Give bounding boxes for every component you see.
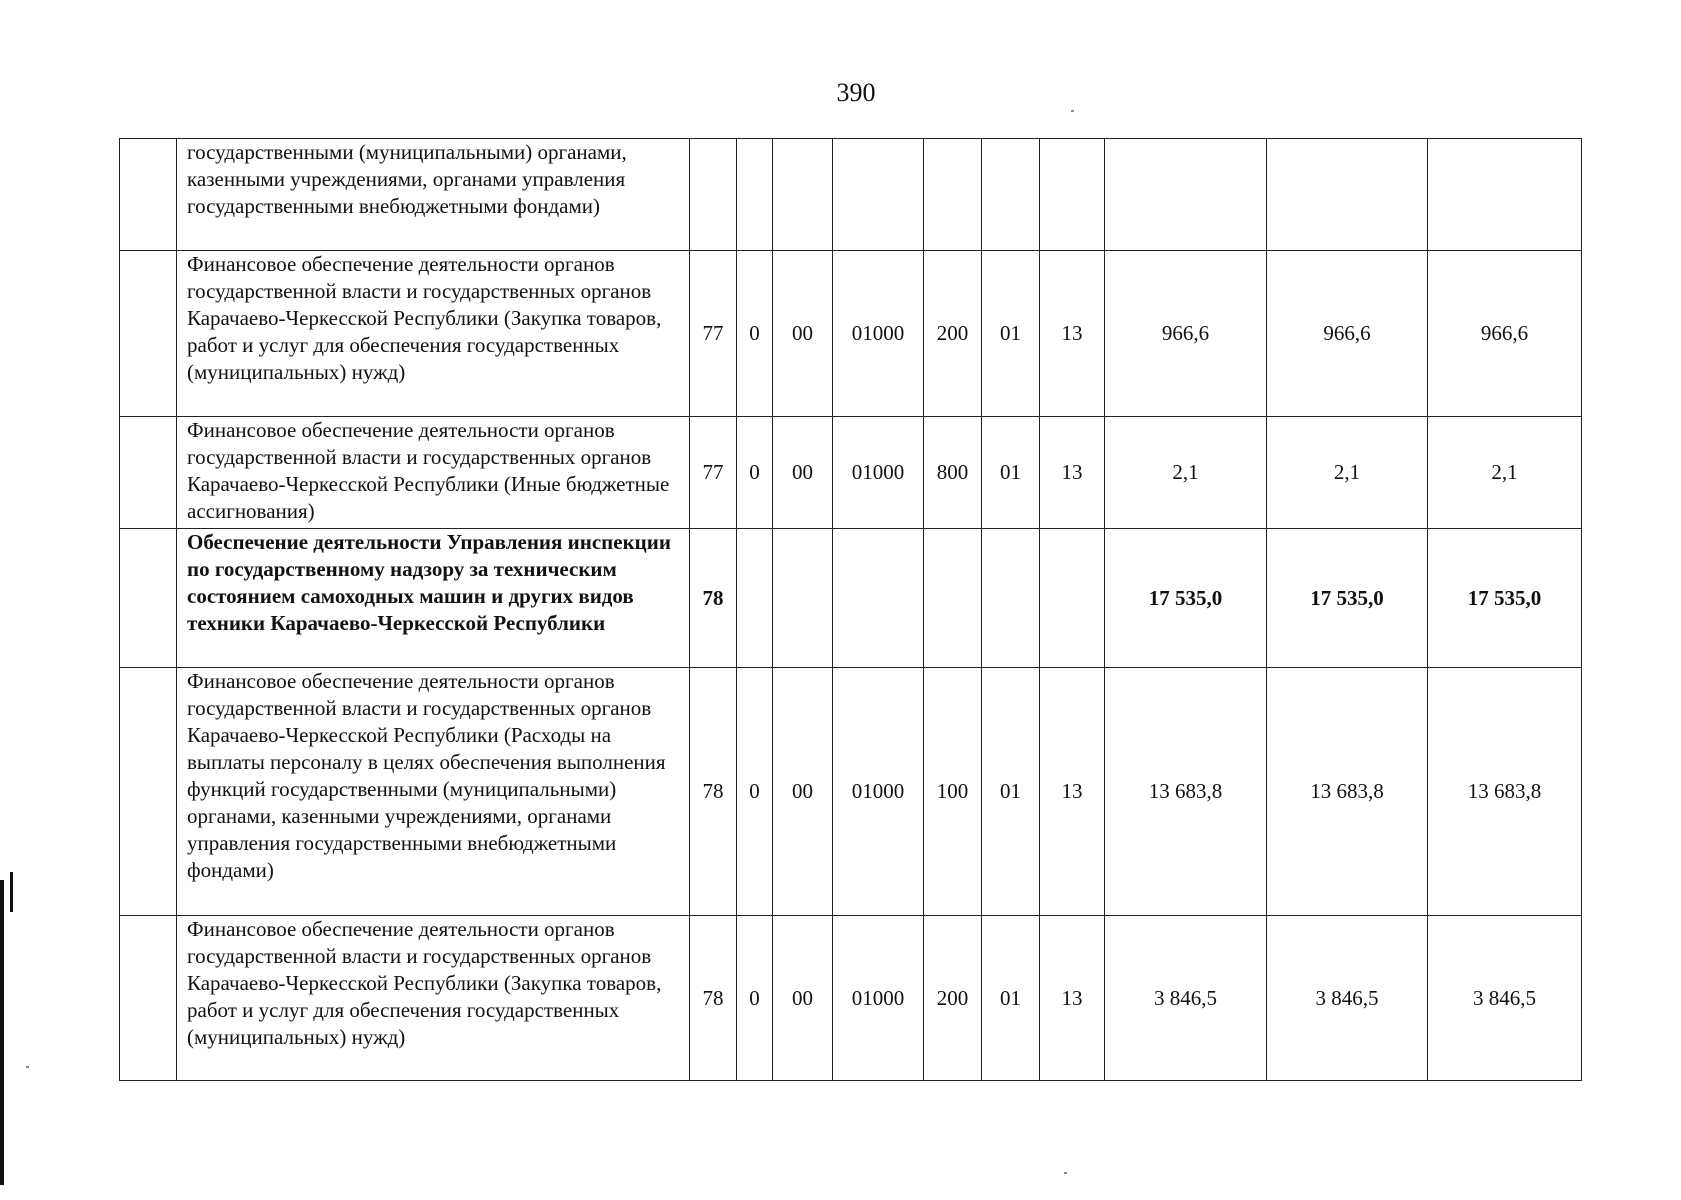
code-cell: 78 [690, 529, 737, 668]
code-cell: 01000 [833, 251, 924, 417]
budget-table [119, 138, 1582, 1081]
row-number-cell [120, 668, 177, 916]
row-number-cell [120, 139, 177, 251]
code-cell: 200 [924, 251, 982, 417]
code-cell: 77 [690, 251, 737, 417]
amount-cell: 3 846,5 [1105, 916, 1267, 1081]
code-cell: 13 [1040, 668, 1105, 916]
code-cell [1040, 529, 1105, 668]
amount-cell: 2,1 [1267, 417, 1428, 529]
code-cell [982, 529, 1040, 668]
amount-cell [1105, 139, 1267, 251]
row-name-cell: государственными (муниципальными) органами, казенными учреждениями, органами управления государственными внебюджетными фондами) [177, 139, 690, 251]
code-cell: 00 [773, 417, 833, 529]
amount-cell: 13 683,8 [1428, 668, 1582, 916]
amount-cell: 17 535,0 [1267, 529, 1428, 668]
amount-cell: 966,6 [1267, 251, 1428, 417]
table-row [120, 668, 1582, 916]
amount-cell: 17 535,0 [1105, 529, 1267, 668]
code-cell: 0 [737, 417, 773, 529]
row-name-cell: Обеспечение деятельности Управления инспекции по государственному надзору за техническим состоянием самоходных машин и других видов техники Карачаево-Черкесской Республики [177, 529, 690, 668]
scan-speck [1071, 110, 1074, 112]
amount-cell: 966,6 [1428, 251, 1582, 417]
amount-cell: 2,1 [1428, 417, 1582, 529]
code-cell: 01000 [833, 916, 924, 1081]
code-cell: 01 [982, 251, 1040, 417]
amount-cell: 13 683,8 [1105, 668, 1267, 916]
code-cell: 01000 [833, 417, 924, 529]
code-cell: 77 [690, 417, 737, 529]
table-row [120, 251, 1582, 417]
code-cell: 0 [737, 916, 773, 1081]
amount-cell: 966,6 [1105, 251, 1267, 417]
amount-cell: 2,1 [1105, 417, 1267, 529]
row-number-cell [120, 916, 177, 1081]
scan-speck [1064, 1172, 1067, 1174]
code-cell [833, 139, 924, 251]
table-row [120, 417, 1582, 529]
scan-margin-bar [0, 880, 4, 1185]
scan-speck [26, 1066, 29, 1068]
code-cell [737, 139, 773, 251]
code-cell: 800 [924, 417, 982, 529]
amount-cell: 3 846,5 [1428, 916, 1582, 1081]
code-cell: 01000 [833, 668, 924, 916]
code-cell: 13 [1040, 417, 1105, 529]
code-cell [773, 529, 833, 668]
row-name-cell: Финансовое обеспечение деятельности органов государственной власти и государственных органов Карачаево-Черкесской Республики (Расходы на выплаты персоналу в целях обеспечения выполнения функций государственными (муниципальными) органами, казенными учреждениями, органами управления государственными внебюджетными фондами) [177, 668, 690, 916]
code-cell [924, 139, 982, 251]
code-cell: 01 [982, 668, 1040, 916]
table-row [120, 139, 1582, 251]
code-cell: 78 [690, 916, 737, 1081]
code-cell: 00 [773, 251, 833, 417]
row-name-cell: Финансовое обеспечение деятельности органов государственной власти и государственных органов Карачаево-Черкесской Республики (Иные бюджетные ассигнования) [177, 417, 690, 529]
page-number: 390 [836, 78, 876, 107]
table-row [120, 916, 1582, 1081]
scan-margin-tick [10, 872, 13, 912]
row-number-cell [120, 529, 177, 668]
row-name-cell: Финансовое обеспечение деятельности органов государственной власти и государственных органов Карачаево-Черкесской Республики (Закупка товаров, работ и услуг для обеспечения государственных (муниципальных) нужд) [177, 251, 690, 417]
code-cell: 13 [1040, 916, 1105, 1081]
code-cell: 0 [737, 251, 773, 417]
table-row-bold [120, 529, 1582, 668]
amount-cell: 3 846,5 [1267, 916, 1428, 1081]
row-number-cell [120, 417, 177, 529]
code-cell: 00 [773, 916, 833, 1081]
code-cell [690, 139, 737, 251]
code-cell [773, 139, 833, 251]
code-cell: 13 [1040, 251, 1105, 417]
row-number-cell [120, 251, 177, 417]
code-cell [924, 529, 982, 668]
amount-cell: 13 683,8 [1267, 668, 1428, 916]
code-cell: 0 [737, 668, 773, 916]
amount-cell [1267, 139, 1428, 251]
amount-cell [1428, 139, 1582, 251]
code-cell [1040, 139, 1105, 251]
code-cell: 100 [924, 668, 982, 916]
code-cell: 00 [773, 668, 833, 916]
code-cell [737, 529, 773, 668]
code-cell: 01 [982, 417, 1040, 529]
row-name-cell: Финансовое обеспечение деятельности органов государственной власти и государственных органов Карачаево-Черкесской Республики (Закупка товаров, работ и услуг для обеспечения государственных (муниципальных) нужд) [177, 916, 690, 1081]
code-cell: 78 [690, 668, 737, 916]
code-cell: 01 [982, 916, 1040, 1081]
amount-cell: 17 535,0 [1428, 529, 1582, 668]
code-cell [833, 529, 924, 668]
code-cell: 200 [924, 916, 982, 1081]
code-cell [982, 139, 1040, 251]
